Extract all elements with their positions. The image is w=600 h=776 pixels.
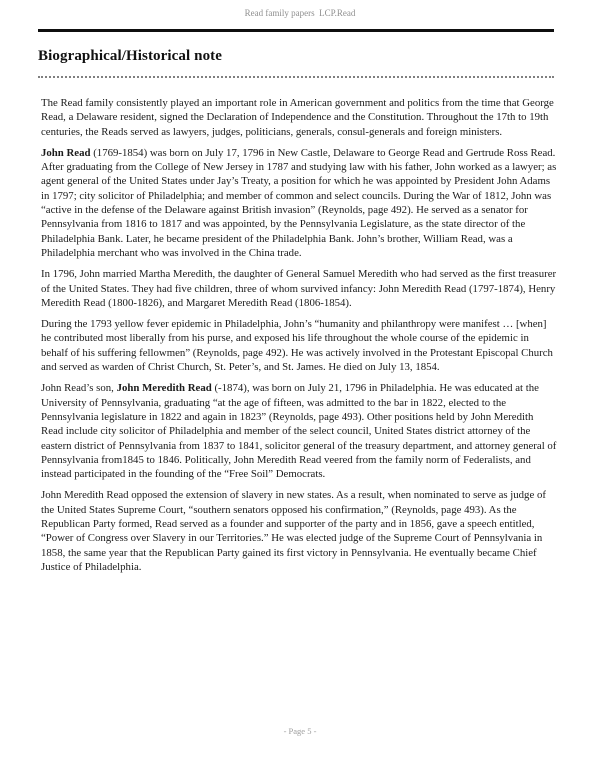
text-run: During the 1793 yellow fever epidemic in Philadelphia, John’s “humanity and philanthropy were manifest … [when] he contributed most liberally from his purse, and exposed his life throughout the whole course of the epidemic in behalf of his suffering fellowmen” (Reynolds, page 492). He was actively involved in the Protestant Episcopal Church and served as warden of Christ Church, St. Peter’s, and St. James. He died on July 13, 1854. xyxy=(41,318,553,374)
text-run: John Meredith Read opposed the extension of slavery in new states. As a result, when nominated to serve as judge of the United States Supreme Court, “southern senators opposed his confirmation,” (Reynolds, page 493). As the Republican Party formed, Read served as a founder and supporter of the party and in 1856, gave a speech entitled, “Power of Congress over Slavery in our Territories.” He was elected judge of the Supreme Court of Pennsylvania in 1858, the same year that the Republican Party gained its first victory in Pennsylvania. He eventually became Chief Justice of Philadelphia. xyxy=(41,489,546,573)
paragraph xyxy=(41,317,557,374)
text-run: John Read’s son, xyxy=(41,382,117,395)
page-number: - Page 5 - xyxy=(283,726,317,736)
text-run: The Read family consistently played an important role in American government and politics from the time that George Read, a Delaware resident, signed the Declaration of Independence and the Constitution. Throughout the 17th to 19th centuries, the Reads served as lawyers, judges, politicians, generals, consul-generals and foreign ministers. xyxy=(41,97,554,138)
paragraph xyxy=(41,96,557,139)
text-run: (1769-1854) was born on July 17, 1796 in New Castle, Delaware to George Read and Gertrude Ross Read. After graduating from the College of New Jersey in 1787 and studying law with his father, John worked as a lawyer; as agent general of the United States under Jay’s Treaty, a position for which he was appointed by President John Adams in 1797; city solicitor of Philadelphia; and member of common and select councils. During the War of 1812, John was “active in the defense of the Delaware against British invasion” (Reynolds, page 492). He served as a senator for Pennsylvania from 1816 to 1817 and was appointed, by the Pennsylvania Legislature, as the state director of the Philadelphia Bank. Later, he became president of the Philadelphia Bank. John’s brother, William Read, was a Philadelphia merchant who was involved in the China trade. xyxy=(41,146,557,259)
paragraph xyxy=(41,381,557,481)
paragraph xyxy=(41,146,557,260)
person-name-bold: John Read xyxy=(41,146,91,159)
text-run: In 1796, John married Martha Meredith, the daughter of General Samuel Meredith who had served as the first treasurer of the United States. They had five children, three of whom survived infancy: John Meredith Read (1797-1874), Henry Meredith Read (1800-1826), and Margaret Meredith Read (1806-1854). xyxy=(41,268,557,309)
dotted-divider xyxy=(38,76,554,78)
document-body xyxy=(41,96,557,581)
section-title: Biographical/Historical note xyxy=(38,48,223,64)
text-run: (-1874), was born on July 21, 1796 in Philadelphia. He was educated at the University of Pennsylvania, graduating “at the age of fifteen, was admitted to the bar in 1822, elected to the Pennsylvania legislature in 1822 and again in 1823” (Reynolds, page 493). Other positions held by John Meredith Read include city solicitor of Philadelphia and member of the select council, United States district attorney of the eastern district of Pennsylvania from 1837 to 1841, solicitor general of the treasury department, and attorney general of Pennsylvania from1845 to 1846. Politically, John Meredith Read veered from the family norm of Federalists, and instead participated in the founding of the “Free Soil” Democrats. xyxy=(41,382,557,481)
running-header: Read family papers LCP.Read xyxy=(244,8,356,18)
paragraph xyxy=(41,267,557,310)
person-name-bold: John Meredith Read xyxy=(116,382,212,395)
paragraph xyxy=(41,488,557,574)
title-top-rule xyxy=(38,29,554,32)
